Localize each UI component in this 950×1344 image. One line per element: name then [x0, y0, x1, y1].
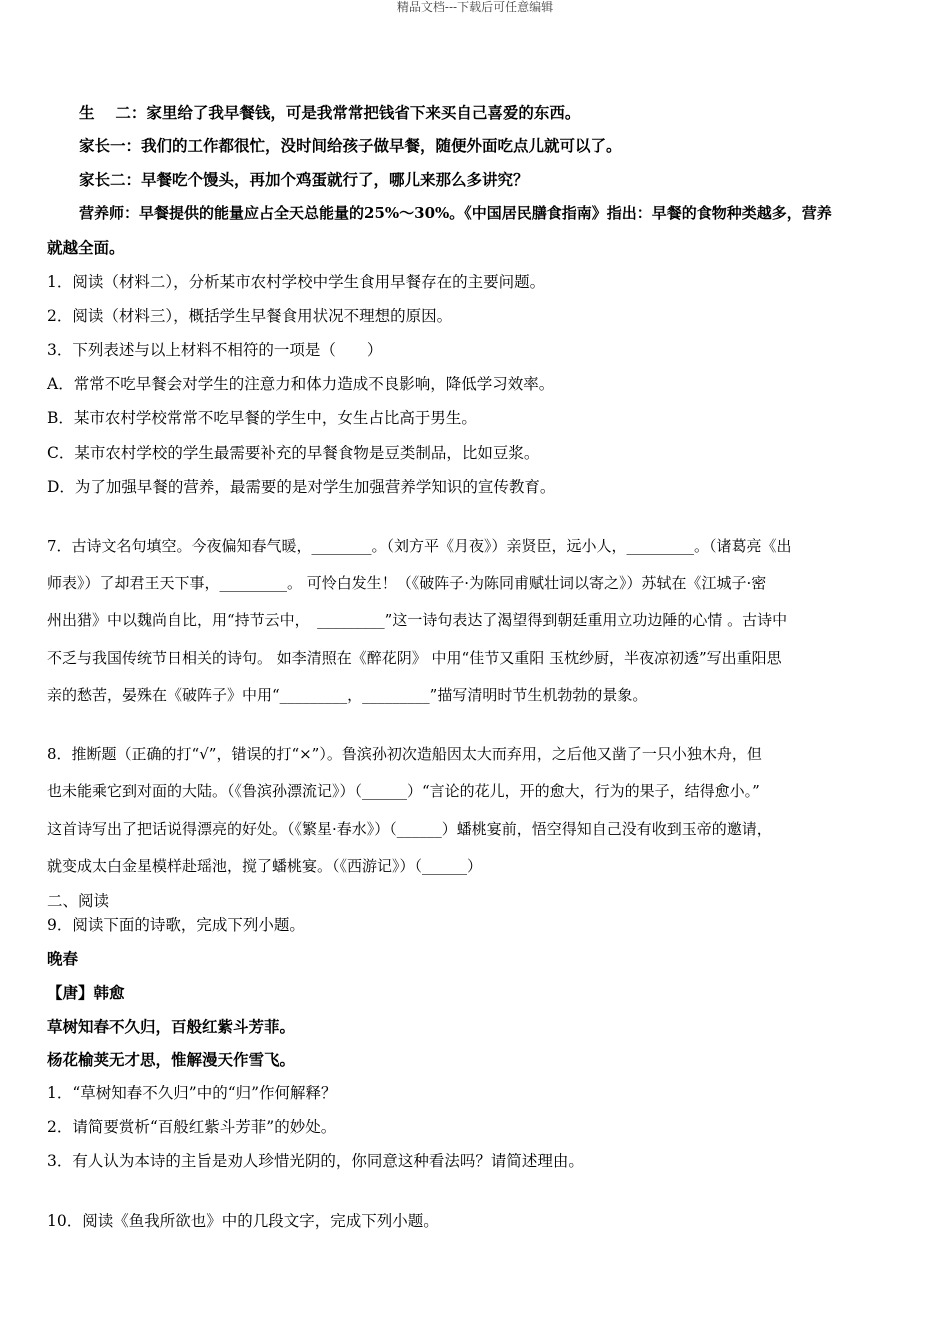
q8-line: 就变成太白金星模样赴瑶池，搅了蟠桃宴。（《西游记》）（______）	[47, 857, 483, 875]
poem-author: 【唐】韩愈	[47, 983, 125, 1002]
option-c: C．某市农村学校的学生最需要补充的早餐食物是豆类制品，比如豆浆。	[47, 444, 540, 462]
poem-line: 草树知春不久归，百般红紫斗芳菲。	[47, 1017, 296, 1036]
q10-intro: 10．阅读《鱼我所欲也》中的几段文字，完成下列小题。	[47, 1212, 439, 1230]
page-header-watermark: 精品文档---下载后可任意编辑	[396, 0, 554, 14]
dialogue-line: 就越全面。	[47, 238, 125, 257]
q9-sub: 1．“草树知春不久归”中的“归”作何解释？	[47, 1084, 337, 1102]
option-a: A．常常不吃早餐会对学生的注意力和体力造成不良影响，降低学习效率。	[47, 375, 555, 393]
option-b: B．某市农村学校常常不吃早餐的学生中，女生占比高于男生。	[47, 409, 477, 427]
dialogue-line: 家长二：早餐吃个馒头，再加个鸡蛋就行了，哪儿来那么多讲究？	[79, 170, 529, 189]
q7-line: 师表》）了却君王天下事，_________。 可怜白发生！（《破阵子·为陈同甫赋壮词以寄之》）苏轼在《江城子·密	[47, 574, 767, 592]
question-item: 1．阅读（材料二），分析某市农村学校中学生食用早餐存在的主要问题。	[47, 273, 546, 291]
dialogue-line: 生 二：家里给了我早餐钱，可是我常常把钱省下来买自己喜爱的东西。	[79, 103, 581, 122]
q8-line: 这首诗写出了把话说得漂亮的好处。（《繁星·春水》）（______）蟠桃宴前，悟空得知自己没有收到玉帝的邀请，	[47, 820, 772, 838]
q8-line: 8．推断题（正确的打“√”，错误的打“×”）。鲁滨孙初次造船因太大而弃用，之后他又凿了一只小独木舟，但	[47, 745, 762, 763]
option-d: D．为了加强早餐的营养，最需要的是对学生加强营养学知识的宣传教育。	[47, 478, 556, 496]
q8-line: 也未能乘它到对面的大陆。（《鲁滨孙漂流记》）（______）“言论的花儿，开的愈大，行为的果子，结得愈小。”	[47, 782, 760, 800]
q7-line: 7．古诗文名句填空。今夜偏知春气暖，________。（刘方平《月夜》）亲贤臣，远小人，_________。（诸葛亮《出	[47, 537, 792, 555]
question-item: 3．下列表述与以上材料不相符的一项是（ ）	[47, 341, 383, 359]
dialogue-line: 营养师：早餐提供的能量应占全天总能量的25%～30%。《中国居民膳食指南》指出：早餐的食物种类越多，营养	[79, 204, 832, 222]
q7-line: 亲的愁苦，晏殊在《破阵子》中用“_________，_________”描写清明时节生机勃勃的景象。	[47, 686, 648, 704]
q7-line: 州出猎》中以魏尚自比，用“持节云中， _________”这一诗句表达了渴望得到朝廷重用立功边陲的心情 。古诗中	[47, 611, 788, 629]
dialogue-line: 家长一：我们的工作都很忙，没时间给孩子做早餐，随便外面吃点儿就可以了。	[79, 136, 622, 155]
poem-title: 晚春	[47, 949, 79, 968]
q9-intro: 9．阅读下面的诗歌，完成下列小题。	[47, 916, 305, 934]
q9-sub: 3．有人认为本诗的主旨是劝人珍惜光阴的，你同意这种看法吗？请简述理由。	[47, 1152, 584, 1170]
poem-line: 杨花榆荚无才思，惟解漫天作雪飞。	[47, 1050, 296, 1069]
q9-sub: 2．请简要赏析“百般红紫斗芳菲”的妙处。	[47, 1118, 337, 1136]
section-heading: 二、阅读	[47, 892, 110, 910]
q7-line: 不乏与我国传统节日相关的诗句。 如李清照在《醉花阴》 中用“佳节又重阳 玉枕纱厨，半夜凉初透”写出重阳思	[47, 649, 782, 667]
question-item: 2．阅读（材料三），概括学生早餐食用状况不理想的原因。	[47, 307, 453, 325]
